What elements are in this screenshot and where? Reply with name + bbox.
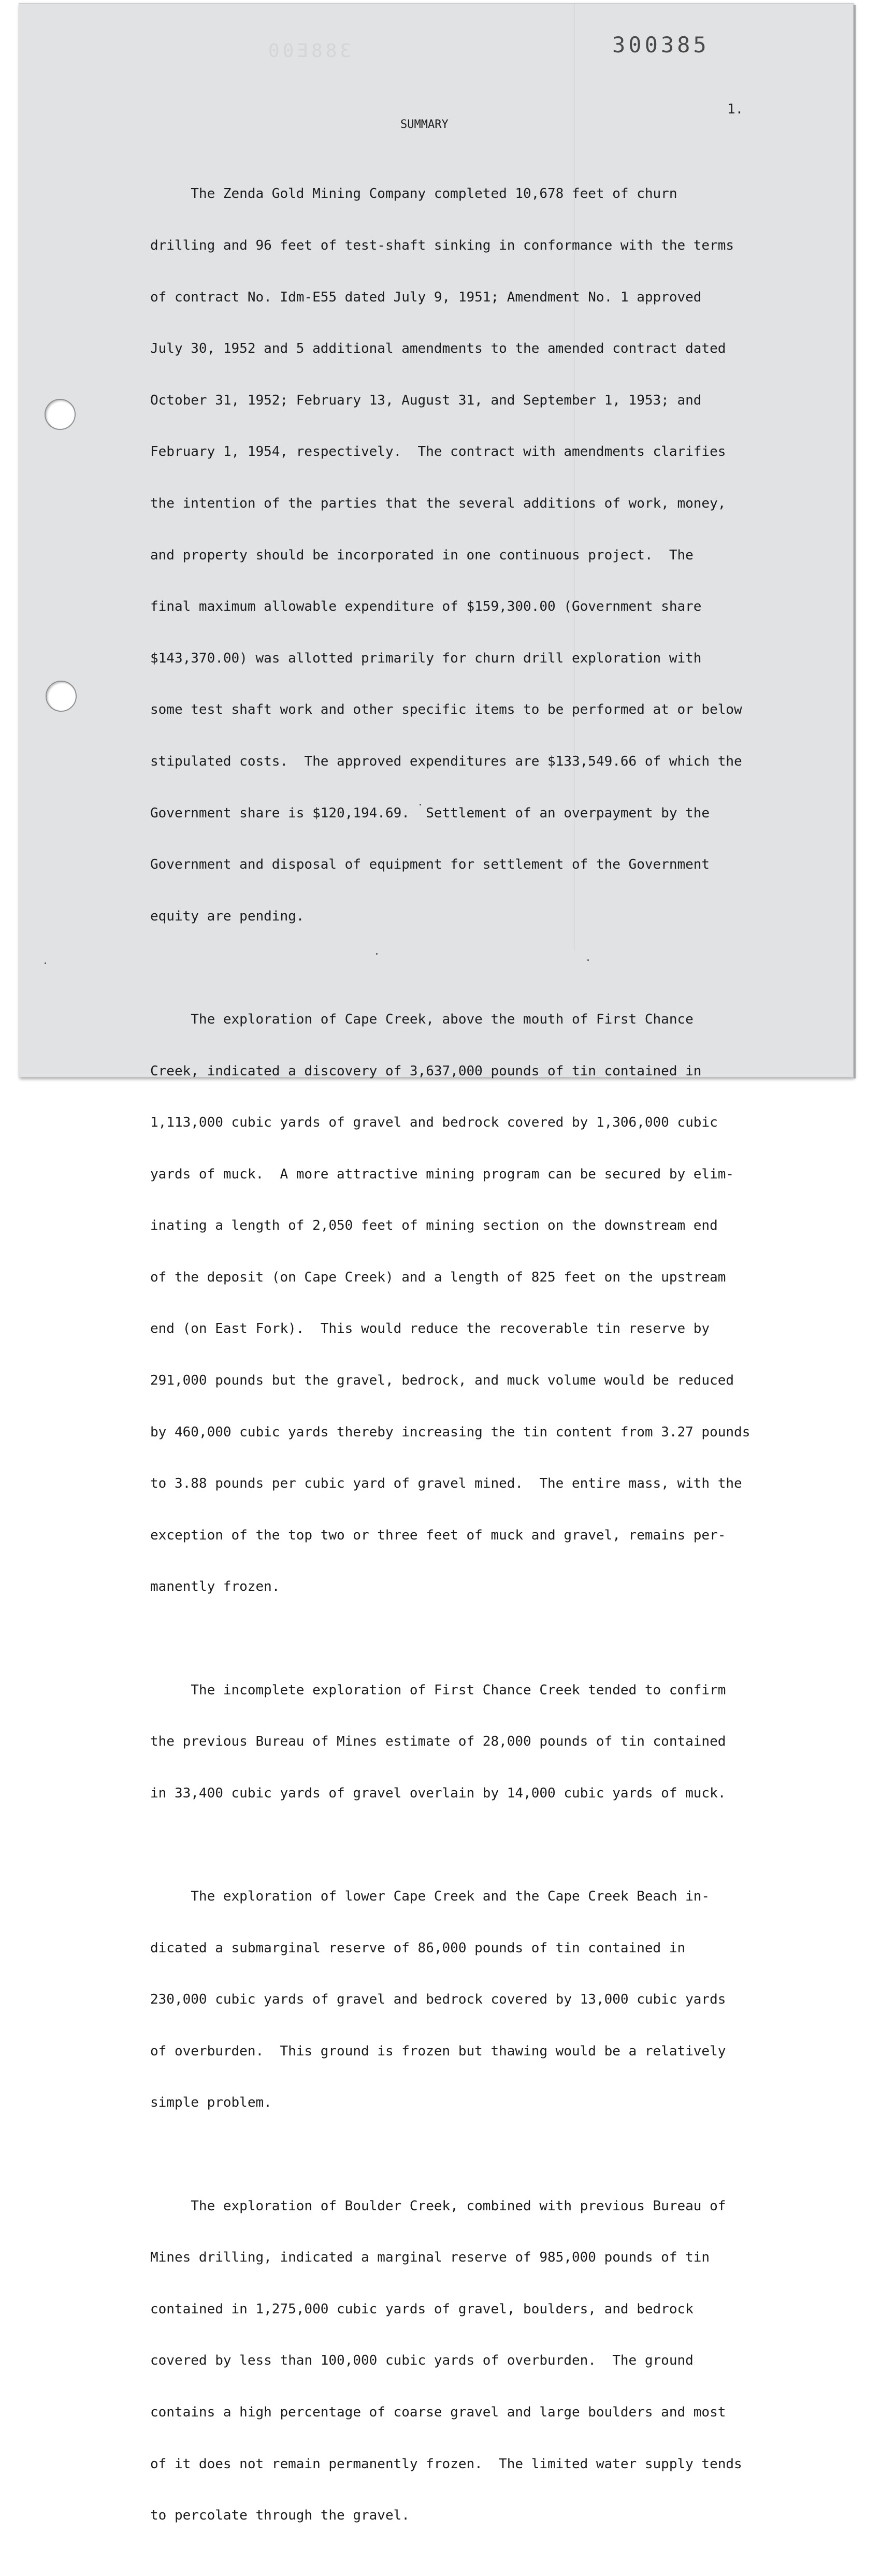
text-line: The exploration of Boulder Creek, combined with previous Bureau of: [150, 2198, 726, 2214]
text-line: Creek, indicated a discovery of 3,637,000 pounds of tin contained in: [150, 1063, 702, 1079]
text-line: manently frozen.: [150, 1579, 280, 1595]
page-edge-shadow: [854, 5, 856, 1078]
paragraph-boulder-creek: [150, 2163, 798, 2559]
text-line: covered by less than 100,000 cubic yards of overburden. The ground: [150, 2353, 694, 2369]
text-line: 291,000 pounds but the gravel, bedrock, and muck volume would be reduced: [150, 1373, 734, 1389]
text-line: in 33,400 cubic yards of gravel overlain by 14,000 cubic yards of muck.: [150, 1785, 726, 1801]
text-line: and property should be incorporated in one continuous project. The: [150, 547, 694, 563]
document-number: 300385: [612, 32, 710, 57]
text-line: drilling and 96 feet of test-shaft sinking in conformance with the terms: [150, 238, 734, 253]
text-line: equity are pending.: [150, 908, 305, 924]
text-line: final maximum allowable expenditure of $159,300.00 (Government share: [150, 599, 702, 615]
paragraph-lower-cape-creek: [150, 1854, 798, 2146]
text-line: October 31, 1952; February 13, August 31, and September 1, 1953; and: [150, 392, 702, 408]
text-line: February 1, 1954, respectively. The contract with amendments clarifies: [150, 444, 726, 460]
text-line: contains a high percentage of coarse gravel and large boulders and most: [150, 2404, 726, 2420]
text-line: The exploration of lower Cape Creek and the Cape Creek Beach in-: [150, 1889, 710, 1904]
text-line: of contract No. Idm-E55 dated July 9, 1951; Amendment No. 1 approved: [150, 289, 702, 305]
binder-hole-top: [45, 399, 76, 430]
text-line: $143,370.00) was allotted primarily for churn drill exploration with: [150, 650, 702, 666]
summary-body: [150, 151, 798, 2576]
text-line: Government share is $120,194.69. Settlement of an overpayment by the: [150, 805, 710, 821]
paragraph-first-chance-creek: [150, 1647, 798, 1836]
paragraph-contract: [150, 151, 798, 959]
bleed-through-number: 388E00: [265, 40, 352, 62]
text-line: of the deposit (on Cape Creek) and a length of 825 feet on the upstream: [150, 1269, 726, 1285]
text-line: The exploration of Cape Creek, above the mouth of First Chance: [150, 1011, 694, 1027]
text-line: 230,000 cubic yards of gravel and bedrock covered by 13,000 cubic yards: [150, 1992, 726, 2008]
scan-speck: [45, 962, 46, 964]
text-line: the intention of the parties that the several additions of work, money,: [150, 495, 726, 511]
text-line: The Zenda Gold Mining Company completed 10,678 feet of churn: [150, 186, 677, 202]
text-line: simple problem.: [150, 2095, 272, 2111]
text-line: stipulated costs. The approved expenditures are $133,549.66 of which the: [150, 753, 742, 769]
text-line: end (on East Fork). This would reduce the recoverable tin reserve by: [150, 1321, 710, 1337]
text-line: exception of the top two or three feet of muck and gravel, remains per-: [150, 1527, 726, 1543]
text-line: Mines drilling, indicated a marginal reserve of 985,000 pounds of tin: [150, 2250, 710, 2266]
text-line: to percolate through the gravel.: [150, 2508, 410, 2524]
text-line: by 460,000 cubic yards thereby increasing the tin content from 3.27 pounds: [150, 1424, 750, 1440]
page-number: 1.: [727, 102, 744, 117]
text-line: of overburden. This ground is frozen but thawing would be a relatively: [150, 2043, 726, 2059]
text-line: of it does not remain permanently frozen. The limited water supply tends: [150, 2456, 742, 2472]
text-line: The incomplete exploration of First Chance Creek tended to confirm: [150, 1682, 726, 1698]
text-line: Government and disposal of equipment for settlement of the Government: [150, 857, 710, 873]
text-line: the previous Bureau of Mines estimate of 28,000 pounds of tin contained: [150, 1734, 726, 1750]
text-line: 1,113,000 cubic yards of gravel and bedrock covered by 1,306,000 cubic: [150, 1115, 718, 1131]
text-line: dicated a submarginal reserve of 86,000 pounds of tin contained in: [150, 1940, 686, 1956]
text-line: contained in 1,275,000 cubic yards of gravel, boulders, and bedrock: [150, 2301, 694, 2317]
text-line: July 30, 1952 and 5 additional amendments to the amended contract dated: [150, 341, 726, 357]
text-line: yards of muck. A more attractive mining program can be secured by elim-: [150, 1166, 734, 1182]
paragraph-cape-creek: [150, 977, 798, 1631]
text-line: some test shaft work and other specific items to be performed at or below: [150, 702, 742, 718]
text-line: inating a length of 2,050 feet of mining section on the downstream end: [150, 1218, 718, 1234]
page-title: SUMMARY: [400, 118, 449, 131]
binder-hole-bottom: [46, 681, 77, 712]
text-line: to 3.88 pounds per cubic yard of gravel mined. The entire mass, with the: [150, 1476, 742, 1492]
